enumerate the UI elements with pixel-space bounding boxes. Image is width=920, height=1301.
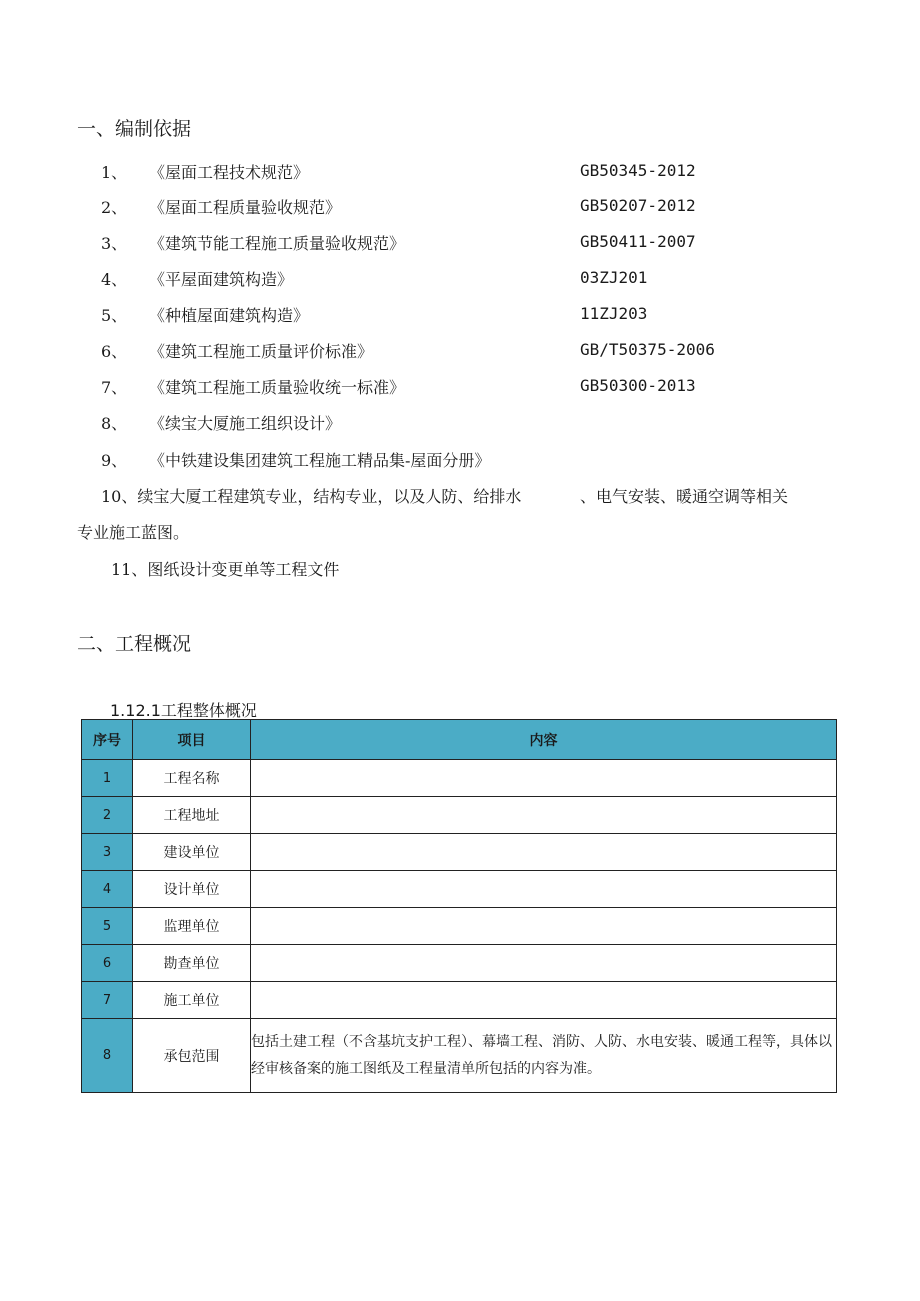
basis-item-title: 《种植屋面建筑构造》 bbox=[149, 306, 310, 325]
row-no: 8 bbox=[82, 1019, 133, 1093]
basis-item-code: GB50300-2013 bbox=[580, 376, 696, 395]
basis-item-10-part2: 、电气安装、暖通空调等相关 bbox=[580, 487, 789, 506]
row-content bbox=[251, 945, 837, 982]
table-row bbox=[82, 834, 837, 871]
row-item: 施工单位 bbox=[133, 982, 251, 1019]
section-heading-basis: 一、编制依据 bbox=[77, 118, 192, 140]
basis-item-title: 《平屋面建筑构造》 bbox=[149, 270, 294, 289]
table-row bbox=[82, 1019, 837, 1093]
row-no: 2 bbox=[82, 797, 133, 834]
basis-item-num: 2、 bbox=[101, 198, 128, 217]
header-item: 项目 bbox=[133, 720, 251, 760]
basis-item-code: GB50411-2007 bbox=[580, 232, 696, 251]
project-overview-table bbox=[81, 719, 837, 1093]
header-content: 内容 bbox=[251, 720, 837, 760]
row-content bbox=[251, 908, 837, 945]
row-content bbox=[251, 797, 837, 834]
basis-item-title: 《建筑工程施工质量评价标准》 bbox=[149, 342, 374, 361]
table-row bbox=[82, 945, 837, 982]
basis-item-11: 11、图纸设计变更单等工程文件 bbox=[111, 560, 340, 579]
table-row bbox=[82, 908, 837, 945]
basis-item-num: 6、 bbox=[101, 342, 128, 361]
row-content bbox=[251, 982, 837, 1019]
row-content bbox=[251, 760, 837, 797]
basis-item-num: 3、 bbox=[101, 234, 128, 253]
row-no: 5 bbox=[82, 908, 133, 945]
basis-item-num: 8、 bbox=[101, 414, 128, 433]
row-content: 包括土建工程（不含基坑支护工程）、幕墙工程、消防、人防、水电安装、暖通工程等，具体以经审核备案的施工图纸及工程量清单所包括的内容为准。 bbox=[251, 1019, 837, 1093]
basis-item-code: GB/T50375-2006 bbox=[580, 340, 715, 359]
row-item: 承包范围 bbox=[133, 1019, 251, 1093]
basis-item-title: 《续宝大厦施工组织设计》 bbox=[149, 414, 342, 433]
basis-item-code: 03ZJ201 bbox=[580, 268, 648, 287]
basis-item-num: 5、 bbox=[101, 306, 128, 325]
basis-item-num: 7、 bbox=[101, 378, 128, 397]
row-item: 工程地址 bbox=[133, 797, 251, 834]
basis-item-code: GB50345-2012 bbox=[580, 161, 696, 180]
table-row bbox=[82, 871, 837, 908]
subsection-heading: 1.12.1工程整体概况 bbox=[110, 701, 257, 720]
basis-item-num: 1、 bbox=[101, 163, 128, 182]
row-item: 建设单位 bbox=[133, 834, 251, 871]
row-no: 1 bbox=[82, 760, 133, 797]
row-item: 勘查单位 bbox=[133, 945, 251, 982]
basis-item-title: 《建筑节能工程施工质量验收规范》 bbox=[149, 234, 406, 253]
table-row bbox=[82, 797, 837, 834]
table-row bbox=[82, 982, 837, 1019]
row-item: 工程名称 bbox=[133, 760, 251, 797]
header-no: 序号 bbox=[82, 720, 133, 760]
basis-item-num: 9、 bbox=[101, 451, 128, 470]
basis-item-10-part3: 专业施工蓝图。 bbox=[77, 523, 190, 542]
row-item: 监理单位 bbox=[133, 908, 251, 945]
basis-item-code: 11ZJ203 bbox=[580, 304, 648, 323]
row-item: 设计单位 bbox=[133, 871, 251, 908]
basis-item-title: 《屋面工程技术规范》 bbox=[149, 163, 310, 182]
row-content bbox=[251, 834, 837, 871]
basis-item-title: 《屋面工程质量验收规范》 bbox=[149, 198, 342, 217]
row-no: 3 bbox=[82, 834, 133, 871]
row-no: 6 bbox=[82, 945, 133, 982]
basis-item-title: 《中铁建设集团建筑工程施工精品集-屋面分册》 bbox=[149, 451, 491, 470]
row-no: 4 bbox=[82, 871, 133, 908]
basis-item-code: GB50207-2012 bbox=[580, 196, 696, 215]
section-heading-overview: 二、工程概况 bbox=[77, 633, 192, 655]
row-no: 7 bbox=[82, 982, 133, 1019]
basis-item-10-part1: 10、续宝大厦工程建筑专业，结构专业，以及人防、给排水 bbox=[101, 487, 522, 506]
table-row bbox=[82, 760, 837, 797]
basis-item-num: 4、 bbox=[101, 270, 128, 289]
basis-item-title: 《建筑工程施工质量验收统一标准》 bbox=[149, 378, 406, 397]
row-content bbox=[251, 871, 837, 908]
